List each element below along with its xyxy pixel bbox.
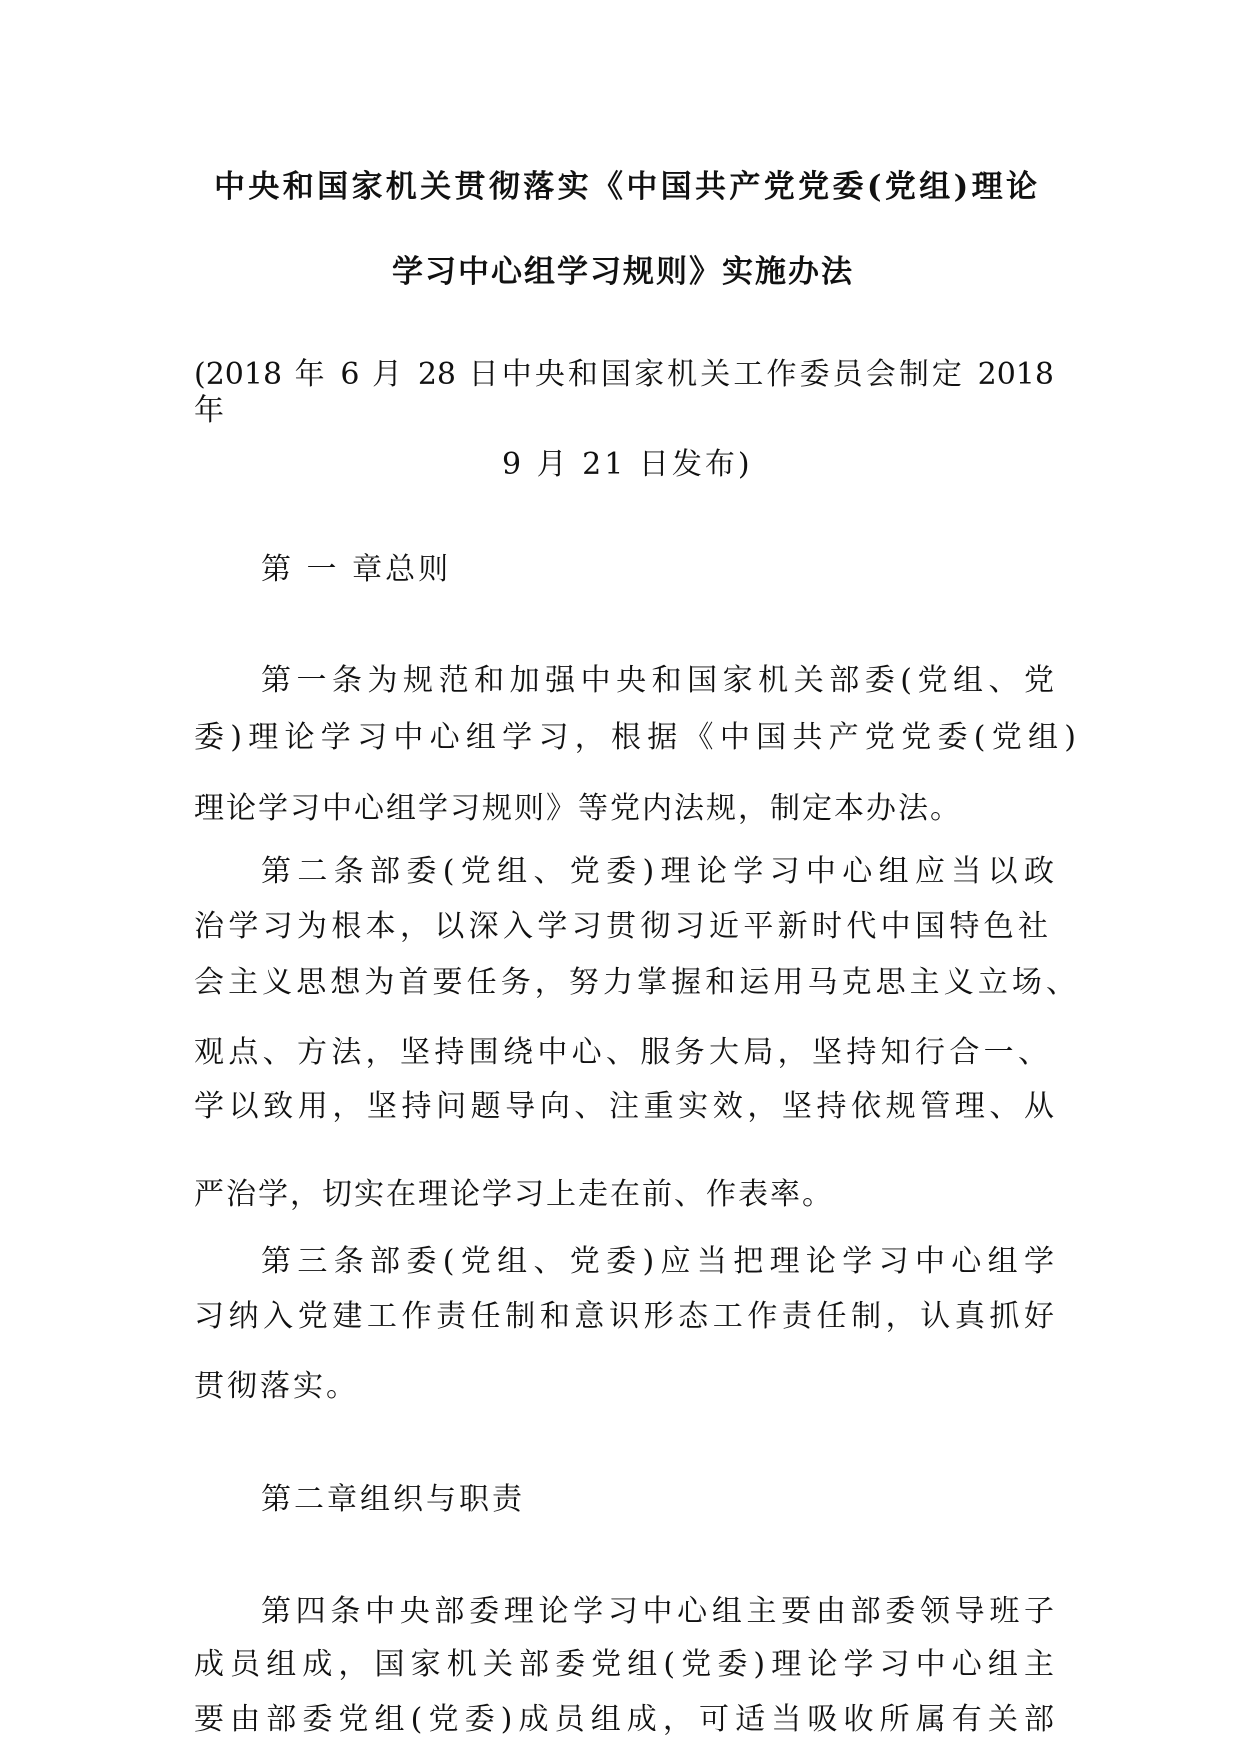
article-line: 第一条为规范和加强中央和国家机关部委(党组、党 [261,663,1054,698]
dateline-line: 9 月 21 日发布) [502,447,753,482]
article-line: 第四条中央部委理论学习中心组主要由部委领导班子 [261,1594,1054,1629]
article-line: 习纳入党建工作责任制和意识形态工作责任制，认真抓好 [194,1299,1054,1334]
article-line: 学以致用，坚持问题导向、注重实效，坚持依规管理、从 [194,1089,1054,1124]
chapter-heading: 第 一 章总则 [261,552,452,587]
article-line: 第二条部委(党组、党委)理论学习中心组应当以政 [261,854,1054,889]
article-line: 要由部委党组(党委)成员组成，可适当吸收所属有关部 [194,1702,1054,1737]
article-line: 第三条部委(党组、党委)应当把理论学习中心组学 [261,1244,1054,1279]
article-line: 治学习为根本，以深入学习贯彻习近平新时代中国特色社 [194,909,1048,944]
article-line: 会主义思想为首要任务，努力掌握和运用马克思主义立场、 [194,965,1076,1000]
article-line: 理论学习中心组学习规则》等党内法规，制定本办法。 [194,791,962,826]
article-line: 观点、方法，坚持围绕中心、服务大局，坚持知行合一、 [194,1035,1048,1070]
article-line: 成员组成，国家机关部委党组(党委)理论学习中心组主 [194,1647,1054,1682]
title-line: 学习中心组学习规则》实施办法 [392,254,854,290]
article-line: 贯彻落实。 [194,1369,359,1404]
title-line: 中央和国家机关贯彻落实《中国共产党党委(党组)理论 [214,169,1037,205]
chapter-heading: 第二章组织与职责 [261,1482,525,1517]
dateline-line: (2018 年 6 月 28 日中央和国家机关工作委员会制定 2018 [194,357,1054,392]
article-line: 严治学，切实在理论学习上走在前、作表率。 [194,1177,834,1212]
dateline-line: 年 [194,393,226,428]
article-line: 委)理论学习中心组学习，根据《中国共产党党委(党组) [194,720,1076,755]
